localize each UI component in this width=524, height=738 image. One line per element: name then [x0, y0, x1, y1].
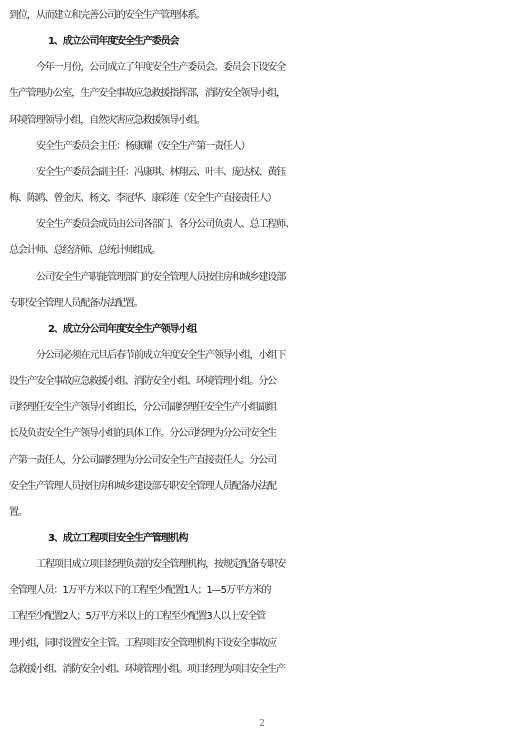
paragraph-line: 长及负责安全生产领导小组的具体工作。分公司经理为分公司安全生: [9, 428, 276, 440]
paragraph-line: 产第一责任人，分公司副经理为分公司安全生产直接责任人。分公司: [9, 454, 276, 466]
paragraph-line: 司经理任安全生产领导小组组长，分公司副经理任安全生产小组副组: [9, 402, 276, 414]
paragraph-line: 专职安全管理人员配备办法配置。: [9, 297, 143, 309]
paragraph-line: 工程项目成立项目经理负责的安全管理机构，按规定配备专职安: [36, 559, 286, 571]
paragraph-line: 公司安全生产职能管理部门的安全管理人员按住房和城乡建设部: [36, 271, 286, 283]
paragraph-line: 置。: [9, 506, 27, 518]
paragraph-line: 到位，从而建立和完善公司的安全生产管理体系。: [9, 10, 205, 21]
paragraph-line: 工程至少配置2人；5万平方米以上的工程至少配置3人以上安全管: [9, 611, 266, 623]
paragraph-line: 安全生产委员会成员由公司各部门、各分公司负责人、总工程师、: [36, 219, 295, 231]
paragraph-line: 梅、陈鸥、曾金庆、杨文、李冠华、康彩莲（安全生产直接责任人）: [9, 193, 276, 205]
paragraph-line: 总会计师、总经济师、总统计师组成。: [9, 245, 161, 257]
section-heading: 2、成立分公司年度安全生产领导小组: [48, 323, 197, 335]
paragraph-line: 今年一月份，公司成立了年度安全生产委员会。委员会下设安全: [36, 62, 286, 74]
paragraph-line: 安全生产委员会副主任：冯康琪、林翔云、叶丰、庞达权、黄钰: [36, 166, 286, 178]
paragraph-line: 设生产安全事故应急救援小组、消防安全小组、环境管理小组。分公: [9, 376, 276, 388]
paragraph-line: 理小组，同时设置安全主管。工程项目安全管理机构下设安全事故应: [9, 637, 276, 649]
page-number: 2: [259, 719, 265, 729]
paragraph-line: 环境管理领导小组，自然灾害应急救援领导小组。: [9, 114, 205, 126]
section-heading: 3、成立工程项目安全生产管理机构: [48, 533, 188, 544]
paragraph-line: 分公司必须在元旦后春节前成立年度安全生产领导小组，小组下: [36, 349, 286, 361]
paragraph-line: 安全生产管理人员按住房和城乡建设部专职安全管理人员配备办法配: [9, 480, 276, 492]
paragraph-line: 安全生产委员会主任：杨康耀（安全生产第一责任人）: [36, 140, 250, 152]
paragraph-line: 全管理人员：1万平方米以下的工程至少配置1人；1—5万平方米的: [9, 585, 271, 597]
paragraph-line: 急救援小组、消防安全小组、环境管理小组。项目经理为项目安全生产: [9, 663, 285, 675]
paragraph-line: 生产管理办公室，生产安全事故应急救援指挥部，消防安全领导小组，: [9, 88, 285, 100]
section-heading: 1、成立公司年度安全生产委员会: [48, 36, 179, 48]
